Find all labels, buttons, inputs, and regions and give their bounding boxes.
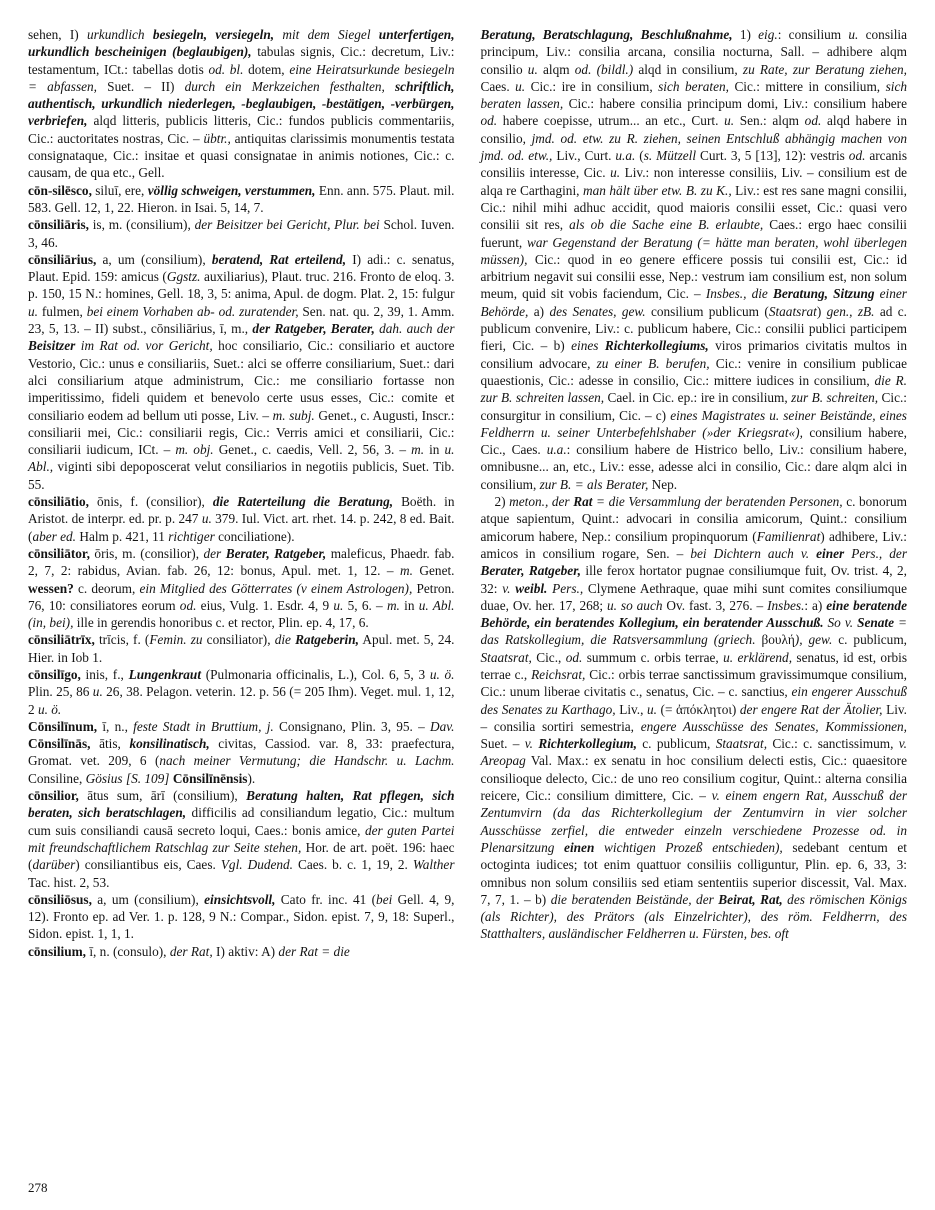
page-number: 278 [28,1179,48,1195]
entry-consigno-continuation: sehen, I) urkundlich besiegeln, versiegeln, mit dem Siegel unterfertigen, urkundlich bescheinigen (beglaubigen), tabulas signis, Cic.: decretum, Liv.: testamentum, ICt.: tabellas dotis od. bl. dotem, eine Heiratsurkunde besiegeln = abfassen, Suet. – II) durch ein Merkzeichen festhalten, schriftlich, authentisch, urkundlich niederlegen, -beglaubigen, -bestätigen, -verbürgen, verbriefen, alqd litteris, publicis litteris, Cic.: fundos publicis commentariis, Cic.: auctoritates nostras, Cic. – übtr., antiquitas clarissimis monumentis testata consignataque, Cic.: insitae et quasi consignatae in animis notiones, Cic.: c. causam, de qua etc., Gell. [28,27,455,181]
entry-consiligo: cōnsilīgo, inis, f., Lungenkraut (Pulmonaria officinalis, L.), Col. 6, 5, 3 u. ö. Plin. 25, 86 u. 26, 38. Pelagon. veterin. 12. p. 56 (= 205 Ihm). Veget. mul. 1, 12, 2 u. ö. [28,666,455,717]
entry-consiliosus: cōnsiliōsus, a, um (consilium), einsichtsvoll, Cato fr. inc. 41 (bei Gell. 4, 9, 12). Fronto ep. ad Ver. 1. p. 128, 9 N.: Compar., Sidon. epist. 7, 9, 18: Superl., Sidon. epist. 1, 1, 1. [28,891,455,942]
entry-consiliaris: cōnsiliāris, is, m. (consilium), der Beisitzer bei Gericht, Plur. bei Schol. Iuven. 3, 46. [28,217,455,250]
entry-consiliatrix: cōnsiliātrīx, trīcis, f. (Femin. zu consiliator), die Ratgeberin, Apul. met. 5, 24. Hier. in Iob 1. [28,632,455,665]
entry-consilinum: Cōnsilīnum, ī, n., feste Stadt in Bruttium, j. Consignano, Plin. 3, 95. – Dav. Cōnsilīnās, ātis, konsilinatisch, civitas, Cassiod. var. 8, 33: praefectura, Gromat. vet. 209, 6 (nach meiner Vermutung; die Handschr. u. Lachm. Consiline, Gösius [S. 109] Cōnsilīnēnsis). [28,718,455,786]
right-column [481,26,908,960]
entry-consilium-start: cōnsilium, ī, n. (consulo), der Rat, I) aktiv: A) der Rat = die [28,943,350,959]
entry-consiliator: cōnsiliātor, ōris, m. (consilior), der Berater, Ratgeber, maleficus, Phaedr. fab. 2, 7, 2: rabidus, Avian. fab. 26, 12: bonus, Apul. met. 1, 12. – m. Genet. wessen? c. deorum, ein Mitglied des Götterrates (v einem Astrologen), Petron. 76, 10: consiliatores eorum od. eius, Vulg. 1. Esdr. 4, 9 u. 5, 6. – m. in u. Abl. (in, bei), ille in gerendis honoribus c. et rector, Plin. ep. 4, 17, 6. [28,545,455,631]
entry-consiliatio: cōnsiliātio, ōnis, f. (consilior), die Raterteilung die Beratung, Boëth. in Aristot. de interpr. ed. pr. p. 247 u. 379. Iul. Vict. art. rhet. 14. p. 242, 8 ed. Bait. (aber ed. Halm p. 421, 11 richtiger conciliatione). [28,494,455,544]
left-column [28,26,455,960]
entry-consilesco: cōn-silēsco, siluī, ere, völlig schweigen, verstummen, Enn. ann. 575. Plaut. mil. 583. Gell. 12, 1, 22. Hieron. in Isai. 5, 14, 7. [28,182,455,215]
entry-consilium-continuation-1: Beratung, Beratschlagung, Beschlußnahme, 1) eig.: consilium u. consilia principum, Liv.: consilia arcana, consilia nocturna, Sall. – adhibere alqm consilio u. alqm od. (bildl.) alqd in consilium, zu Rate, zur Beratung ziehen, Caes. u. Cic.: ire in consilium, sich beraten, Cic.: mittere in consilium, sich beraten lassen, Cic.: habere consilia principum domi, Liv.: consilium habere od. habere coepisse, utrum... an etc., Curt. u. Sen.: alqm od. alqd habere in consilio, jmd. od. etw. zu R. ziehen, seinen Entschluß abhängig machen von jmd. od. etw., Liv., Curt. u.a. (s. Mützell Curt. 3, 5 [13], 12): vestris od. arcanis consiliis interesse, Cic. u. Liv.: non interesse consiliis, Liv. – consilium est de alqa re Carthagini, man hält über etw. B. zu K., Liv.: est res sane magni consilii, Cic.: nihil mihi adhuc accidit, quod maioris consilii esset, Cic.: quasi vero consilii sit res, als ob die Sache eine B. erlaubte, Caes.: ergo haec consilii fuerunt, war Gegenstand der Beratung (= hätte man beraten, wohl überlegen müssen), Cic.: quod in eo genere efficere possis tui consilii est, Cic.: id arbitrium negavit sui consilii esse, Nep.: vestrum iam consilium est, non solum meum, quid sit vobis faciendum, Cic. – Insbes., die Beratung, Sitzung einer Behörde, a) des Senates, gew. consilium publicum (Staatsrat) gen., zB. ad c. publicum convenire, Liv.: c. publicum habere, Cic.: consilii publici participem fieri, Cic. – b) eines Richterkollegiums, viros primarios civitatis multos in consilium advocare, zu einer B. berufen, Cic.: venire in consilium publicae quaestionis, Cic.: adesse in consilio, Cic.: mittere iudices in consilium, die R. zur B. schreiten lassen, Cael. in Cic. ep.: ire in consilium, zur B. schreiten, Cic.: consurgitur in consilium, Cic. – c) eines Magistrates u. seiner Beistände, eines Feldherrn u. seiner Unterbefehlshaber (»der Kriegsrat«), consilium habere, Cic., Caes. u.a.: consilium habere de Histrico bello, Liv.: consilium habere, omnibusne... an, etc., Liv.: esse, adesse alci in consilio, Cic.: dare alqm alci in consilium, zur B. = als Berater, Nep. [480,27,908,492]
entry-consilium-continuation-2: 2) meton., der Rat = die Versammlung der beratenden Personen, c. bonorum atque sapientum, Quint.: advocari in consilia amicorum, Quint.: consilium amicorum habere, Nep.: consilium propinquorum (Familienrat) adhibere, Liv.: amicos in consilium rogare, Sen. – bei Dichtern auch v. einer Pers., der Berater, Ratgeber, ille ferox hortator pugnae consiliumque fuit, Ov. trist. 4, 2, 32: v. weibl. Pers., Clymene Aethraque, quae mihi sunt comites consiliumque duae, Ov. her. 17, 268; u. so auch Ov. fast. 3, 276. – Insbes.: a) eine beratende Behörde, ein beratendes Kollegium, ein beratender Ausschuß. So v. Senate = das Ratskollegium, die Ratsversammlung (griech. βουλή), gew. c. publicum, Staatsrat, Cic., od. summum c. orbis terrae, u. erklärend, senatus, id est, orbis terrae c., Reichsrat, Cic.: orbis terrae sanctissimum gravissimumque consilium, Cic.: unum liberae civitatis c., senatus, Cic. – c. sanctius, ein engerer Ausschuß des Senates zu Karthago, Liv., u. (= ἀπόκλητοι) der engere Rat der Ätolier, Liv. – consilia sortiri semestria, engere Ausschüsse des Senates, Kommissionen, Suet. – v. Richterkollegium, c. publicum, Staatsrat, Cic.: c. sanctissimum, v. Areopag Val. Max.: ex senatu in hoc consilium delecti estis, Cic.: quaesitore consilioque delecto, Cic.: de uno reo consilium cogitur, Quint.: alterna consilia reicere, Cic.: consilium dimittere, Cic. – v. einem engern Rat, Ausschuß der Zentumvirn (da das Richterkollegium der Zentumvirn in vier solcher Ausschüsse zerfiel, die entweder einzeln verschiedene Prozesse od. in Plenarsitzung einen wichtigen Prozeß entschieden), sedebant centum et octoginta iudices; tot enim quattuor consiliis colliguntur, Plin. ep. 6, 33, 3: omnibus non solum consiliis sed etiam sententiis superior discessit, Val. Max. 7, 7, 1. – b) die beratenden Beistände, der Beirat, Rat, des römischen Königs (als Richter), des Prätors (als Einzelrichter), des röm. Feldherrn, des Statthalters, ausländischer Feldherren u. Fürsten, bes. oft [480,494,908,942]
two-column-text-area [28,26,907,960]
entry-consilior: cōnsilior, ātus sum, ārī (consilium), Beratung halten, Rat pflegen, sich beraten, sich beratschlagen, difficilis ad consiliandum legatio, Cic.: multum cum suis consiliandi causā secreto loqui, Caes.: bonis amice, der guten Partei mit freundschaftlichem Ratschlag zur Seite stehen, Hor. de art. poët. 196: haec (darüber) consiliantibus eis, Caes. Vgl. Dudend. Caes. b. c. 1, 19, 2. Walther Tac. hist. 2, 53. [28,788,455,890]
entry-consiliarius: cōnsiliārius, a, um (consilium), beratend, Rat erteilend, I) adi.: c. senatus, Plaut. Epid. 159: amicus (Ggstz. auxiliarius), Plaut. truc. 216. Fronto de eloq. 3. p. 150, 15 N.: homines, Gell. 18, 3, 5: anima, Apul. de dogm. Plat. 2, 15: fulgur u. fulmen, bei einem Vorhaben ab- od. zuratender, Sen. nat. qu. 2, 39, 1. Amm. 23, 5, 13. – II) subst., cōnsiliārius, ī, m., der Ratgeber, Berater, dah. auch der Beisitzer im Rat od. vor Gericht, hoc consiliario, Cic.: consiliario et auctore Vestorio, Cic.: unus e consiliariis, Suet.: alci se offerre consiliarium, Suet.: dari alci consiliarium atque administrum, Cic.: me consiliario fortasse non imperitissimo, fideli quidem et benevolo certe usus esses, Cic.: comite et consiliario eodem ad bellum uti posse, Liv. – m. subj. Genet., c. Augusti, Inscr.: consiliarii mei, Cic.: consiliarii regis, Cic.: Verris amici et consiliarii, Cic.: consiliarii iudicum, ICt. – m. obj. Genet., c. caedis, Vell. 2, 56, 3. – m. in u. Abl., viginti sibi depoposcerat velut consiliarios in negotiis publicis, Suet. Tib. 55. [28,251,455,492]
